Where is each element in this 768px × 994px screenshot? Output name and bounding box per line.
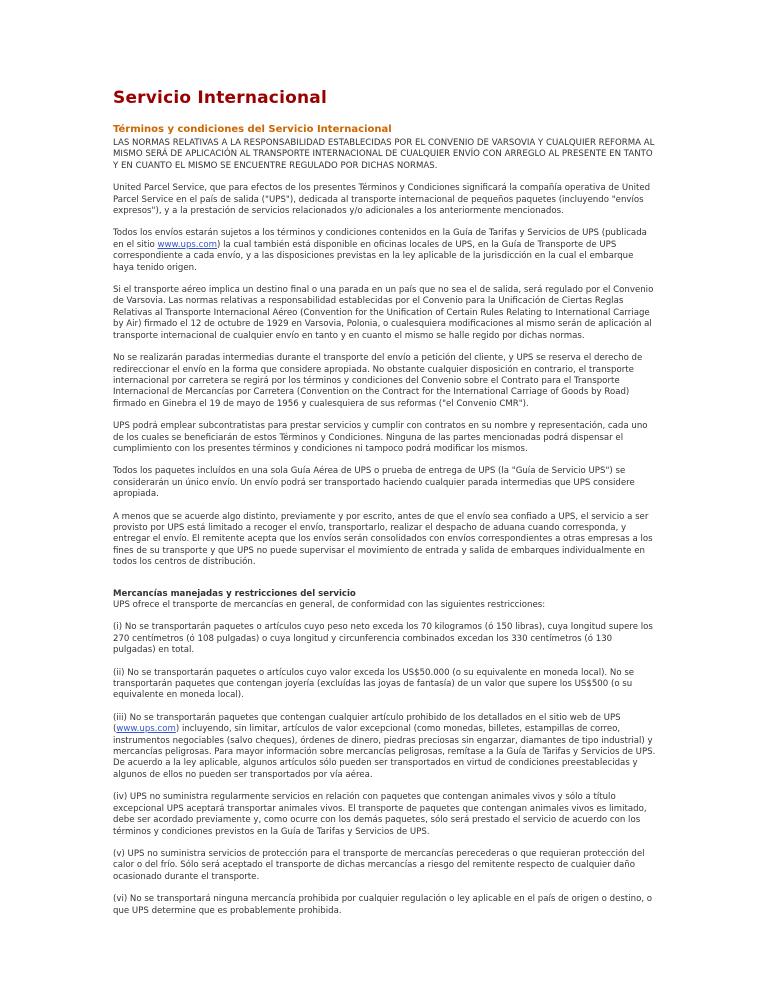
- paragraph-air-transport-warsaw: Si el transporte aéreo implica un destino final o una parada en un país que no sea el de salida, será regulado por el Convenio de Varsovia. Las normas relativas a responsabilidad establecidas por el Convenio para la Unificación de Ciertas Reglas Relativas al Transporte Internacional Aéreo (Convention for the Unification of Certain Rules Relating to International Carriage by Air) firmado el 12 de octubre de 1929 en Varsovia, Polonia, o cualesquiera modificaciones al mismo serán de aplicación al transporte internacional de cualquier envío en tanto y en cuanto el mismo se halle regido por dichas normas.: [113, 285, 654, 341]
- text-segment: Todos los envíos estarán sujetos a los términos y condiciones contenidos en la Guía de Tarifas y Servicios de UPS (publicada en el sitio: [113, 228, 647, 250]
- restriction-item-v: (v) UPS no suministra servicios de protección para el transporte de mercancías perecederas o que requieran protección del calor o del frío. Sólo será aceptado el transporte de dichas mercancías a riesgo del remitente respecto de cualquier daño ocasionado durante el transporte.: [113, 848, 645, 882]
- paragraph-warsaw-liability-caps: LAS NORMAS RELATIVAS A LA RESPONSABILIDAD ESTABLECIDAS POR EL CONVENIO DE VARSOVIA Y CUALQUIER REFORMA AL MISMO SERÁ DE APLICACIÓN AL TRANSPORTE INTERNACIONAL DE CUALQUIER ENVÍO CON ARREGLO AL PRESENTE EN TANTO Y EN CUANTO EL MISMO SE ENCUENTRE REGULADO POR DICHAS NORMAS.: [113, 138, 655, 171]
- ups-website-link[interactable]: www.ups.com: [116, 724, 176, 735]
- paragraph-ups-definition: United Parcel Service, que para efectos de los presentes Términos y Condiciones significará la compañía operativa de United Parcel Service en el país de salida ("UPS"), dedicada al transporte internacional de pequeños paquetes (incluyendo "envíos expresos"), y a la prestación de servicios relacionados y/o adicionales a los anteriormente mencionados.: [113, 183, 651, 217]
- restriction-item-vi: (vi) No se transportará ninguna mercancía prohibida por cualquier regulación o ley aplicable en el país de origen o destino, o que UPS determine que es probablemente prohibida.: [113, 894, 653, 916]
- restrictions-heading: Mercancías manejadas y restricciones del servicio: [113, 588, 356, 599]
- paragraph-service-scope: A menos que se acuerde algo distinto, previamente y por escrito, antes de que el envío sea confiado a UPS, el servicio a ser provisto por UPS está limitado a recoger el envío, transportarlo, realizar el despacho de aduana cuando corresponda, y entregar el envío. El remitente acepta que los envíos serán consolidados con envíos correspondientes a otras empresas a los fines de su transporte y que UPS no puede supervisar el movimiento de entrada y salida de embarques individualmente en todos los centros de distribución.: [113, 511, 653, 568]
- ups-website-link[interactable]: www.ups.com: [157, 239, 217, 250]
- text-segment: ) incluyendo, sin limitar, artículos de valor excepcional (como monedas, billetes, estampillas de correo, instrumentos negociables (salvo cheques), órdenes de dinero, piedras preciosas sin engarzar, diamantes de tipo industrial) y mercancías peligrosas. Para mayor información sobre mercancías peligrosas, remítase a la Guía de Tarifas y Servicios de UPS. De acuerdo a la ley aplicable, algunos artículos sólo pueden ser transportados en virtud de condiciones preestablecidas y algunos de ellos no pueden ser transportados por vía aérea.: [113, 724, 656, 780]
- restriction-item-iii: [113, 713, 656, 781]
- page-title: Servicio Internacional: [113, 88, 327, 108]
- paragraph-waybill-single-shipment: Todos los paquetes incluídos en una sola Guía Aérea de UPS o prueba de entrega de UPS (la "Guía de Servicio UPS") se considerarán un único envío. Un envío podrá ser transportado haciendo cualquier parada intermedias que UPS considere apropiada.: [113, 466, 635, 500]
- restriction-item-i: (i) No se transportarán paquetes o artículos cuyo peso neto exceda los 70 kilogramos (ó 150 libras), cuya longitud supere los 270 centímetros (ó 108 pulgadas) o cuya longitud y circunferencia combinados excedan los 330 centímetros (ó 130 pulgadas) en total.: [113, 622, 653, 656]
- paragraph-subcontractors: UPS podrá emplear subcontratistas para prestar servicios y cumplir con contratos en su nombre y representación, cada uno de los cuales se beneficiarán de estos Términos y Condiciones. Ninguna de las partes mencionadas podrá dispensar el cumplimiento con los presentes términos y condiciones ni tampoco podrá modificar los mismos.: [113, 421, 648, 454]
- restriction-item-ii: (ii) No se transportarán paquetes o artículos cuyo valor exceda los US$50.000 (o su equivalente en moneda local). No se transportarán paquetes que contengan joyería (excluídas las joyas de fantasía) de un valor que supere los US$500 (o su equivalente en moneda local).: [113, 667, 635, 701]
- text-segment: (iii) No se transportarán paquetes que contengan cualquier artículo prohibido de los detallados en el sitio web de UPS (: [113, 712, 621, 735]
- restrictions-intro: UPS ofrece el transporte de mercancías en general, de conformidad con las siguientes restricciones:: [113, 600, 546, 610]
- restriction-item-iv: (iv) UPS no suministra regularmente servicios en relación con paquetes que contengan animales vivos y sólo a título excepcional UPS aceptará transportar animales vivos. El transporte de paquetes que contengan animales vivos es limitado, debe ser acordado previamente y, como ocurre con los demás paquetes, sólo será prestado el servicio de acuerdo con los términos y condiciones previstos en la Guía de Tarifas y Servicios de UPS.: [113, 792, 647, 837]
- terms-subtitle: Términos y condiciones del Servicio Internacional: [113, 124, 392, 135]
- paragraph-shipments-subject: [113, 228, 656, 274]
- text-segment: ) la cual también está disponible en oficinas locales de UPS, en la Guía de Transporte de UPS correspondiente a cada envío, y a las disposiciones previstas en la ley aplicable de la jurisdicción en la cual el embarque haya tenido origen.: [113, 239, 634, 273]
- paragraph-road-transport-cmr: No se realizarán paradas intermedias durante el transporte del envío a petición del cliente, y UPS se reserva el derecho de redireccionar el envío en la forma que considere apropiada. No obstante cualquier disposición en contrario, el transporte internacional por carretera se regirá por los términos y condiciones del Convenio sobre el Contrato para el Transporte Internacional de Mercancías por Carretera (Convention on the Contract for the International Carriage of Goods by Road) firmado en Ginebra el 19 de mayo de 1956 y cualesquiera de sus reformas ("el Convenio CMR").: [113, 353, 643, 409]
